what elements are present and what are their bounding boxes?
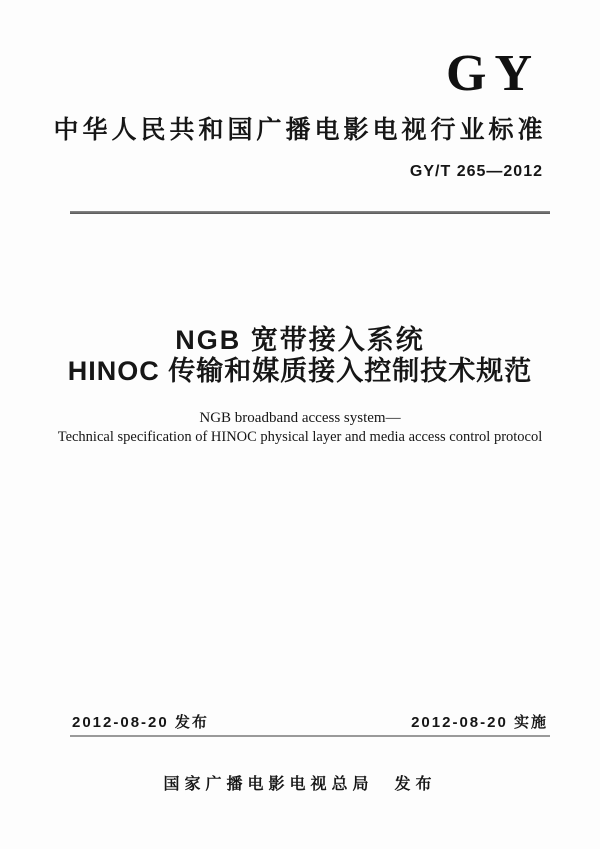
gy-standard-logo: GY: [446, 45, 540, 102]
dates-row: [72, 713, 548, 733]
issue-date: 2012-08-20 发布: [72, 714, 209, 731]
document-title-en-line1: NGB broadband access system—: [199, 410, 401, 426]
header-divider-rule: [70, 211, 550, 214]
standard-number: GY/T 265—2012: [409, 163, 543, 180]
implement-date: 2012-08-20 实施: [411, 714, 548, 731]
footer-divider-rule: [70, 735, 550, 737]
standard-class-heading: 中华人民共和国广播电影电视行业标准: [53, 116, 547, 144]
document-title-cn-line2: HINOC 传输和媒质接入控制技术规范: [67, 356, 533, 386]
document-title-cn-line1: NGB 宽带接入系统: [175, 325, 425, 355]
publisher-line: 国家广播电影电视总局 发布: [163, 776, 437, 793]
document-title-en-line2: Technical specification of HINOC physical layer and media access control protocol: [57, 429, 543, 445]
